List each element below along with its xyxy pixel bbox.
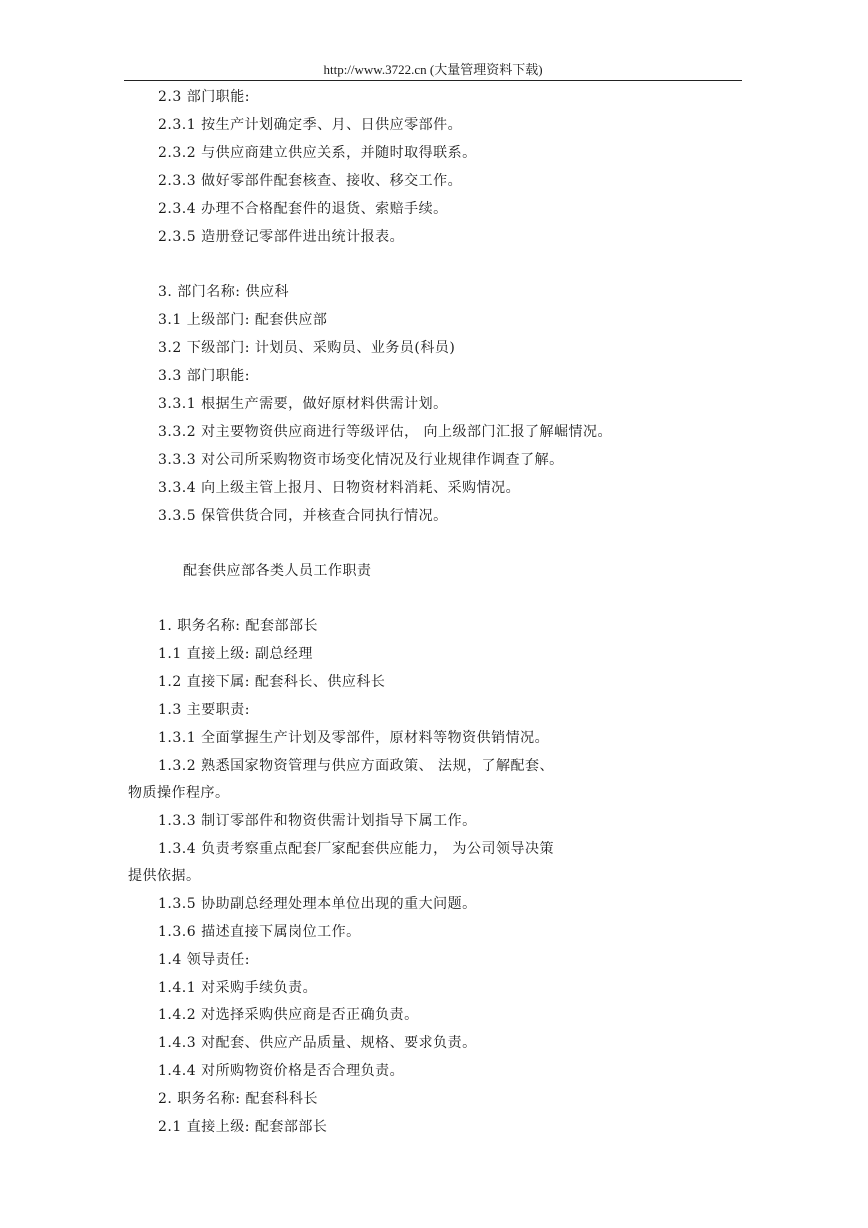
- text-line: 3.3.1 根据生产需要，做好原材料供需计划。: [158, 396, 448, 412]
- text-line: 2.3.3 做好零部件配套核查、接收、移交工作。: [158, 173, 463, 189]
- text-line: 2.3.5 造册登记零部件进出统计报表。: [158, 229, 405, 245]
- text-line: 3.3.3 对公司所采购物资市场变化情况及行业规律作调查了解。: [158, 452, 564, 468]
- text-line: 1.3.4 负责考察重点配套厂家配套供应能力， 为公司领导决策: [158, 841, 555, 857]
- text-line-continuation: 物质操作程序。: [128, 785, 230, 801]
- text-line: 1.4 领导责任:: [158, 952, 250, 968]
- text-line: 2.1 直接上级: 配套部部长: [158, 1119, 328, 1135]
- section-title: 3. 部门名称: 供应科: [158, 284, 289, 300]
- text-line: 1.3.6 描述直接下属岗位工作。: [158, 924, 361, 940]
- text-line: 3.3.2 对主要物资供应商进行等级评估， 向上级部门汇报了解崛情况。: [158, 424, 613, 440]
- text-line: 1.3.3 制订零部件和物资供需计划指导下属工作。: [158, 813, 477, 829]
- text-line: 1.4.1 对采购手续负责。: [158, 980, 318, 996]
- text-line: 1.3.5 协助副总经理处理本单位出现的重大问题。: [158, 896, 477, 912]
- text-line: 1.3.2 熟悉国家物资管理与供应方面政策、 法规，了解配套、: [158, 758, 555, 774]
- text-line: 1.4.2 对选择采购供应商是否正确负责。: [158, 1007, 419, 1023]
- text-line: 2.3.2 与供应商建立供应关系，并随时取得联系。: [158, 145, 477, 161]
- text-line: 1.3.1 全面掌握生产计划及零部件，原材料等物资供销情况。: [158, 730, 550, 746]
- text-line: 1.4.4 对所购物资价格是否合理负责。: [158, 1063, 405, 1079]
- text-line: 3.3.4 向上级主管上报月、日物资材料消耗、采购情况。: [158, 480, 521, 496]
- page-header: http://www.3722.cn (大量管理资料下载): [323, 62, 543, 77]
- text-line: 2.3.4 办理不合格配套件的退货、索赔手续。: [158, 201, 448, 217]
- document-heading: 配套供应部各类人员工作职责: [183, 563, 372, 579]
- section-title: 2. 职务名称: 配套科科长: [158, 1091, 318, 1107]
- text-line: 3.3.5 保管供货合同，并核查合同执行情况。: [158, 508, 448, 524]
- text-line-continuation: 提供依据。: [128, 868, 201, 884]
- text-line: 1.4.3 对配套、供应产品质量、规格、要求负责。: [158, 1035, 477, 1051]
- header-divider: [124, 80, 742, 81]
- text-line: 3.1 上级部门: 配套供应部: [158, 312, 328, 328]
- text-line: 1.2 直接下属: 配套科长、供应科长: [158, 674, 386, 690]
- section-title: 1. 职务名称: 配套部部长: [158, 618, 318, 634]
- text-line: 1.3 主要职责:: [158, 702, 250, 718]
- text-line: 3.3 部门职能:: [158, 368, 250, 384]
- text-line: 2.3 部门职能:: [158, 89, 250, 105]
- text-line: 3.2 下级部门: 计划员、采购员、业务员(科员): [158, 340, 456, 356]
- text-line: 1.1 直接上级: 副总经理: [158, 646, 313, 662]
- text-line: 2.3.1 按生产计划确定季、月、日供应零部件。: [158, 117, 463, 133]
